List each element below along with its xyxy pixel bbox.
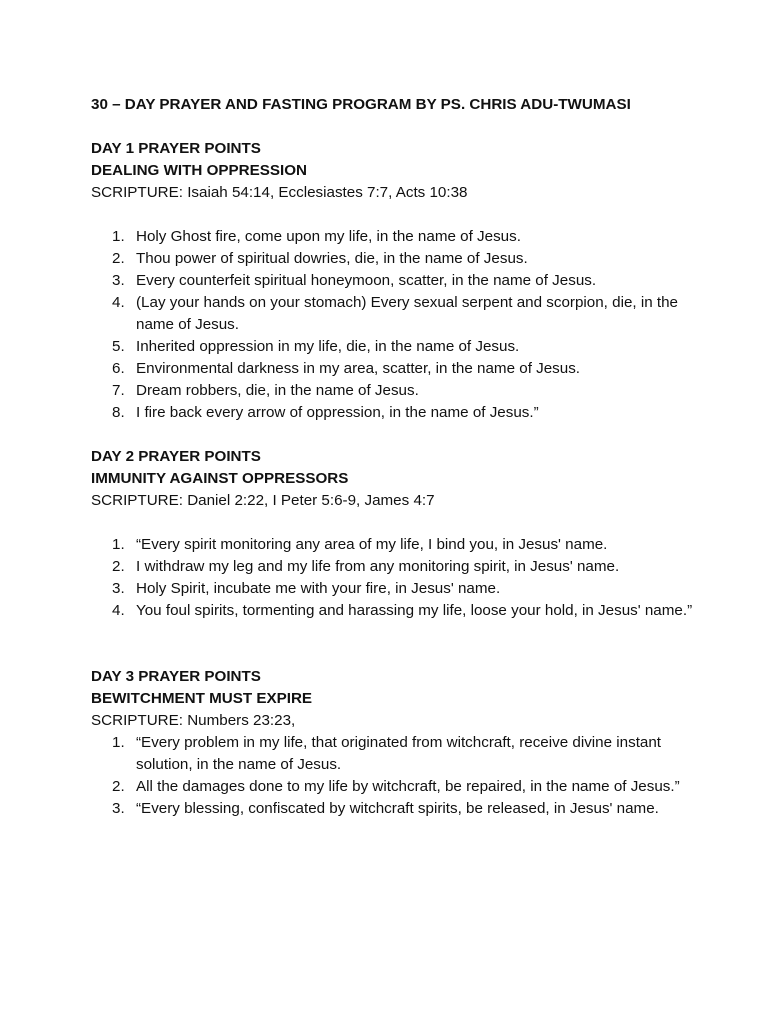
list-item xyxy=(91,402,701,424)
prayer-point-text: You foul spirits, tormenting and harassing my life, loose your hold, in Jesus' name.” xyxy=(136,602,693,619)
list-item xyxy=(91,556,701,578)
prayer-point-text: I fire back every arrow of oppression, in the name of Jesus.” xyxy=(136,404,539,421)
list-number: 6. xyxy=(112,360,125,377)
list-item xyxy=(91,600,701,622)
day-2-section xyxy=(91,446,701,622)
list-number: 2. xyxy=(112,778,125,795)
prayer-point-text: Thou power of spiritual dowries, die, in the name of Jesus. xyxy=(136,250,528,267)
list-item xyxy=(91,292,701,336)
list-number: 3. xyxy=(112,800,125,817)
prayer-point-text: “Every problem in my life, that originated from witchcraft, receive divine instant solution, in the name of Jesus. xyxy=(136,734,662,773)
list-number: 1. xyxy=(112,734,125,751)
document-body xyxy=(91,94,701,820)
list-number: 5. xyxy=(112,338,125,355)
list-item xyxy=(91,732,701,776)
day-heading: DAY 1 PRAYER POINTS xyxy=(91,140,261,157)
list-item xyxy=(91,380,701,402)
prayer-point-text: Holy Spirit, incubate me with your fire, in Jesus' name. xyxy=(136,580,501,597)
list-number: 8. xyxy=(112,404,125,421)
list-item xyxy=(91,270,701,292)
day-subheading: IMMUNITY AGAINST OPPRESSORS xyxy=(91,470,349,487)
list-number: 1. xyxy=(112,228,125,245)
list-item xyxy=(91,534,701,556)
list-item xyxy=(91,336,701,358)
prayer-points-list xyxy=(91,226,701,424)
document-title: 30 – DAY PRAYER AND FASTING PROGRAM BY PS. CHRIS ADU-TWUMASI xyxy=(91,96,631,113)
prayer-point-text: Dream robbers, die, in the name of Jesus. xyxy=(136,382,419,399)
list-number: 4. xyxy=(112,602,125,619)
list-number: 2. xyxy=(112,250,125,267)
list-number: 7. xyxy=(112,382,125,399)
prayer-point-text: Inherited oppression in my life, die, in the name of Jesus. xyxy=(136,338,520,355)
prayer-point-text: I withdraw my leg and my life from any monitoring spirit, in Jesus' name. xyxy=(136,558,620,575)
list-item xyxy=(91,226,701,248)
prayer-point-text: Environmental darkness in my area, scatter, in the name of Jesus. xyxy=(136,360,581,377)
list-number: 3. xyxy=(112,580,125,597)
day-3-section xyxy=(91,666,701,820)
prayer-points-list xyxy=(91,732,701,820)
day-subheading: BEWITCHMENT MUST EXPIRE xyxy=(91,690,313,707)
list-item xyxy=(91,776,701,798)
prayer-point-text: “Every spirit monitoring any area of my life, I bind you, in Jesus' name. xyxy=(136,536,608,553)
scripture-reference: SCRIPTURE: Isaiah 54:14, Ecclesiastes 7:7, Acts 10:38 xyxy=(91,184,468,201)
day-heading: DAY 2 PRAYER POINTS xyxy=(91,448,261,465)
scripture-reference: SCRIPTURE: Numbers 23:23, xyxy=(91,712,296,729)
day-1-section xyxy=(91,138,701,424)
list-number: 4. xyxy=(112,294,125,311)
list-number: 1. xyxy=(112,536,125,553)
prayer-points-list xyxy=(91,534,701,622)
list-item xyxy=(91,578,701,600)
prayer-point-text: Every counterfeit spiritual honeymoon, scatter, in the name of Jesus. xyxy=(136,272,597,289)
day-heading: DAY 3 PRAYER POINTS xyxy=(91,668,261,685)
scripture-reference: SCRIPTURE: Daniel 2:22, I Peter 5:6-9, James 4:7 xyxy=(91,492,435,509)
list-item xyxy=(91,248,701,270)
prayer-point-text: (Lay your hands on your stomach) Every sexual serpent and scorpion, die, in the name of Jesus. xyxy=(136,294,678,333)
list-number: 2. xyxy=(112,558,125,575)
prayer-point-text: “Every blessing, confiscated by witchcraft spirits, be released, in Jesus' name. xyxy=(136,800,659,817)
prayer-point-text: Holy Ghost fire, come upon my life, in the name of Jesus. xyxy=(136,228,521,245)
list-number: 3. xyxy=(112,272,125,289)
list-item xyxy=(91,358,701,380)
day-subheading: DEALING WITH OPPRESSION xyxy=(91,162,308,179)
prayer-point-text: All the damages done to my life by witchcraft, be repaired, in the name of Jesus.” xyxy=(136,778,680,795)
list-item xyxy=(91,798,701,820)
